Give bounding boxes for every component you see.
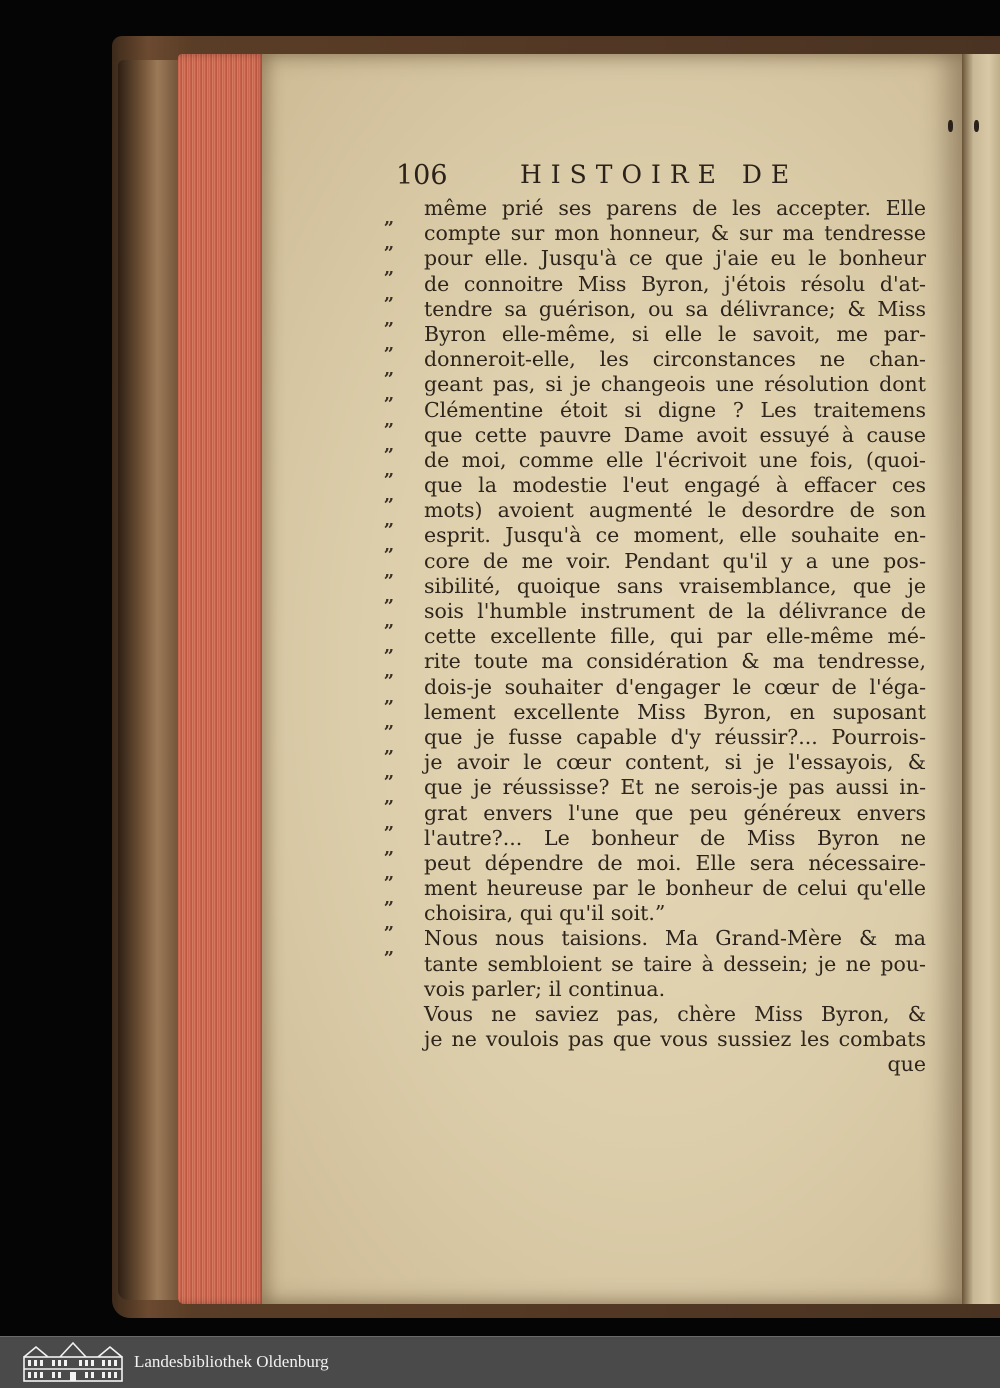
page-fore-edge xyxy=(178,54,268,1304)
quote-mark: „ xyxy=(384,686,395,708)
quote-mark: „ xyxy=(384,359,395,381)
facing-page-edge xyxy=(962,54,1000,1304)
text-line: que je fusse capable d'y réussir?... Pourrois- xyxy=(424,724,926,749)
library-building-icon xyxy=(22,1341,124,1383)
text-line: mots) avoient augmenté le desordre de son xyxy=(424,498,926,523)
ink-dot xyxy=(974,120,979,132)
text-line: vois parler; il continua. xyxy=(424,976,666,1001)
quote-mark: „ xyxy=(384,812,395,834)
quote-mark: „ xyxy=(384,535,395,557)
quote-mark: „ xyxy=(384,636,395,658)
quote-mark: „ xyxy=(384,938,395,960)
quote-mark: „ xyxy=(384,308,395,330)
text-line: Clémentine étoit si digne ? Les traitemens xyxy=(424,397,926,422)
text-line: dois-je souhaiter d'engager le cœur de l'éga- xyxy=(424,674,926,699)
quote-mark: „ xyxy=(384,283,395,305)
text-line: que cette pauvre Dame avoit essuyé à cause xyxy=(424,422,926,447)
text-line: tante sembloient se taire à dessein; je ne pou- xyxy=(424,951,926,976)
quote-mark: „ xyxy=(384,888,395,910)
quote-mark: „ xyxy=(384,913,395,935)
footer-bar xyxy=(0,1336,1000,1388)
catchword: que xyxy=(887,1052,926,1077)
quote-mark: „ xyxy=(384,208,395,229)
quote-mark: „ xyxy=(384,585,395,607)
quote-mark: „ xyxy=(384,837,395,859)
text-line: compte sur mon honneur, & sur ma tendresse xyxy=(424,221,926,246)
text-line: ment heureuse par le bonheur de celui qu'elle xyxy=(424,876,926,901)
text-line: core de me voir. Pendant qu'il y a une pos- xyxy=(424,548,926,573)
quote-mark: „ xyxy=(384,434,395,456)
text-line: cette excellente fille, qui par elle-même mé- xyxy=(424,624,926,649)
quote-mark: „ xyxy=(384,611,395,632)
quote-mark: „ xyxy=(384,661,395,683)
quote-mark: „ xyxy=(384,510,395,532)
text-line: l'autre?... Le bonheur de Miss Byron ne xyxy=(424,825,926,850)
text-line: sois l'humble instrument de la délivrance de xyxy=(424,599,926,623)
quote-mark: „ xyxy=(384,384,395,406)
text-line: de moi, comme elle l'écrivoit une fois, (quoi- xyxy=(424,447,926,472)
text-line: je avoir le cœur content, si je l'essayois, & xyxy=(424,750,926,775)
quote-mark: „ xyxy=(384,560,395,582)
text-line: donneroit-elle, les circonstances ne chan- xyxy=(424,347,926,372)
text-line: tendre sa guérison, ou sa délivrance; & Miss xyxy=(424,296,926,321)
text-line: Vous ne saviez pas, chère Miss Byron, & xyxy=(424,1002,926,1026)
quote-mark: „ xyxy=(384,787,395,809)
text-line: de connoitre Miss Byron, j'étois résolu d'at- xyxy=(424,271,926,296)
text-line: lement excellente Miss Byron, en suposant xyxy=(424,699,926,724)
text-line: même prié ses parens de les accepter. Elle xyxy=(424,196,926,220)
quote-mark: „ xyxy=(384,258,395,280)
text-line: peut dépendre de moi. Elle sera nécessaire- xyxy=(424,850,926,875)
quote-mark: „ xyxy=(384,333,395,355)
quote-mark: „ xyxy=(384,762,395,784)
library-name: Landesbibliothek Oldenburg xyxy=(134,1352,329,1371)
quote-mark: „ xyxy=(384,711,395,733)
quote-mark: „ xyxy=(384,459,395,481)
text-line: que la modestie l'eut engagé à effacer ces xyxy=(424,473,926,498)
text-line: geant pas, si je changeois une résolution dont xyxy=(424,372,926,397)
ink-dot xyxy=(948,120,953,132)
quote-mark: „ xyxy=(384,862,395,884)
book-spine-edge xyxy=(118,60,184,1300)
text-line: choisira, qui qu'il soit.” xyxy=(424,901,666,926)
text-line: pour elle. Jusqu'à ce que j'aie eu le bonheur xyxy=(424,246,926,271)
quote-mark: „ xyxy=(384,409,395,431)
page-number: 106 xyxy=(396,160,448,191)
text-line: sibilité, quoique sans vraisemblance, que je xyxy=(424,573,926,598)
page-text xyxy=(424,196,926,1078)
text-line: que je réussisse? Et ne serois-je pas aussi in- xyxy=(424,775,926,800)
quote-mark: „ xyxy=(384,233,395,255)
text-line: je ne voulois pas que vous sussiez les combats xyxy=(424,1027,926,1052)
text-line: esprit. Jusqu'à ce moment, elle souhaite en- xyxy=(424,523,926,548)
text-line: rite toute ma considération & ma tendresse, xyxy=(424,649,926,674)
text-line: Nous nous taisions. Ma Grand-Mère & ma xyxy=(424,926,926,951)
quote-mark: „ xyxy=(384,736,395,758)
text-line: grat envers l'une que peu généreux envers xyxy=(424,800,926,825)
running-head: HISTOIRE DE xyxy=(520,160,799,189)
text-line: Byron elle-même, si elle le savoit, me par- xyxy=(424,321,926,346)
quote-mark: „ xyxy=(384,485,395,507)
quote-marks-column xyxy=(384,206,424,962)
